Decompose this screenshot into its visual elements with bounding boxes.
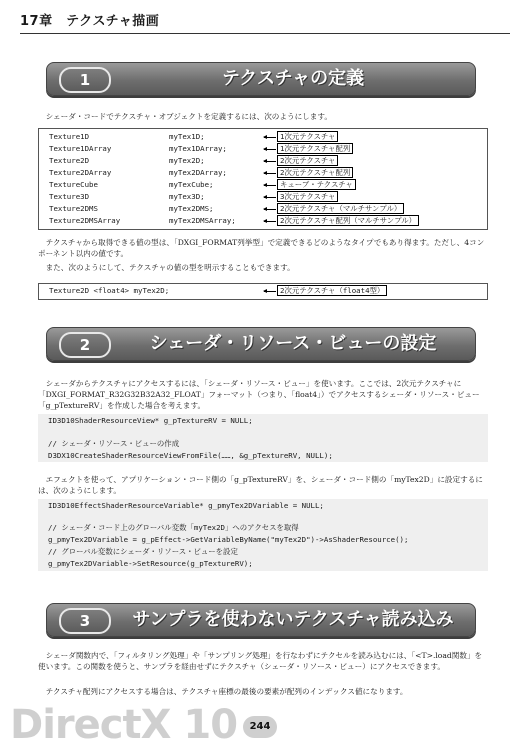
decl-name: myTex2DArray; xyxy=(169,168,227,177)
arrow-left-icon xyxy=(264,291,276,292)
section-2-number: 2 xyxy=(59,332,111,358)
arrow-left-icon xyxy=(264,149,276,150)
section-1-header xyxy=(46,62,476,96)
arrow-left-icon xyxy=(264,161,276,162)
decl-type: Texture2DArray xyxy=(49,168,112,177)
chapter-rule xyxy=(20,33,510,34)
decl-annotation: 1次元テクスチャ xyxy=(264,131,338,142)
section-2-title: シェーダ・リソース・ビューの設定 xyxy=(149,333,437,354)
code-block-create-view xyxy=(38,414,488,462)
code-line: // シェーダ・コード上のグローバル変数「myTex2D」へのアクセスを取得 xyxy=(48,523,299,532)
code-line: // グローバル変数にシェーダ・リソース・ビューを設定 xyxy=(48,547,238,556)
decl-name: myTexCube; xyxy=(169,180,214,189)
section-1-intro: シェーダ・コードでテクスチャ・オブジェクトを定義するには、次のようにします。 xyxy=(45,112,332,121)
section-1-number: 1 xyxy=(59,67,111,93)
section-1-para-3: また、次のようにして、テクスチャの値の型を明示することもできます。 xyxy=(45,263,295,272)
arrow-left-icon xyxy=(264,185,276,186)
decl-name: myTex2D; xyxy=(169,156,205,165)
section-2-para-1: シェーダからテクスチャにアクセスするには、「シェーダ・リソース・ビュー」を使います。ここでは、2次元テクスチャに「DXGI_FORMAT_R32G32B32A32_FLOAT」フォーマット（つまり、「float4」）でアクセスするシェーダ・リソース・ビュー「g_pTextureRV」を作成した場合を考えます。 xyxy=(38,379,480,410)
decl-annotation: 1次元テクスチャ配列 xyxy=(264,143,353,154)
code-line: g_pmyTex2DVariable->SetResource(g_pTextureRV); xyxy=(48,559,253,568)
decl-type: Texture3D xyxy=(49,192,90,201)
decl-type: Texture1D xyxy=(49,132,90,141)
code-line: // シェーダ・リソース・ビューの作成 xyxy=(48,439,180,448)
section-3-header xyxy=(46,603,476,637)
code-line: ID3D10EffectShaderResourceVariable* g_pmyTex2DVariable = NULL; xyxy=(48,501,324,510)
decl-type: Texture2DMSArray xyxy=(49,216,121,225)
arrow-left-icon xyxy=(264,221,276,222)
code-line: g_pmyTex2DVariable = g_pEffect->GetVariableByName("myTex2D")->AsShaderResource(); xyxy=(48,535,409,544)
decl-name: myTex1DArray; xyxy=(169,144,227,153)
example-annotation: 2次元テクスチャ（float4型） xyxy=(264,285,387,296)
directx-logo: DirectX 10 xyxy=(10,702,238,748)
decl-annotation: 2次元テクスチャ（マルチサンプル） xyxy=(264,203,404,214)
code-line: D3DX10CreateShaderResourceViewFromFile(……, &g_pTextureRV, NULL); xyxy=(48,451,333,460)
decl-annotation: 2次元テクスチャ配列 xyxy=(264,167,353,178)
section-1-title: テクスチャの定義 xyxy=(221,68,365,89)
decl-annotation: 3次元テクスチャ xyxy=(264,191,338,202)
section-3-number: 3 xyxy=(59,608,111,634)
decl-type: Texture2DMS xyxy=(49,204,98,213)
section-3-para-2: テクスチャ配列にアクセスする場合は、テクスチャ座標の最後の要素が配列のインデックス値になります。 xyxy=(45,687,408,696)
section-2-para-2: エフェクトを使って、アプリケーション・コード側の「g_pTextureRV」を、シェーダ・コード側の「myTex2D」に設定するには、次のようにします。 xyxy=(38,475,483,495)
typed-texture-example xyxy=(38,283,488,300)
code-block-set-resource xyxy=(38,499,488,571)
decl-annotation: 2次元テクスチャ xyxy=(264,155,338,166)
arrow-left-icon xyxy=(264,137,276,138)
section-3-title: サンプラを使わないテクスチャ読み込み xyxy=(132,609,454,630)
decl-type: TextureCube xyxy=(49,180,98,189)
texture-declarations-box xyxy=(38,128,488,230)
section-3-para-1: シェーダ関数内で、「フィルタリング処理」や「サンプリング処理」を行なわずにテクセルを読み込むには、「<T>.load関数」を使います。この関数を使うと、サンプラを経由せずにテクスチャ（シェーダ・リソース・ビュー）にアクセスできます。 xyxy=(38,651,483,671)
section-2-header xyxy=(46,327,476,361)
decl-name: myTex1D; xyxy=(169,132,205,141)
arrow-left-icon xyxy=(264,173,276,174)
arrow-left-icon xyxy=(264,209,276,210)
decl-type: Texture1DArray xyxy=(49,144,112,153)
decl-name: myTex3D; xyxy=(169,192,205,201)
example-code: Texture2D <float4> myTex2D; xyxy=(49,286,170,295)
decl-type: Texture2D xyxy=(49,156,90,165)
section-1-para-2: テクスチャから取得できる値の型は、「DXGI_FORMAT列挙型」で定義できるどのようなタイプでもあり得ます。ただし、4コンポーネント以内の値です。 xyxy=(38,238,485,258)
chapter-heading: 17章 テクスチャ描画 xyxy=(20,14,160,29)
decl-annotation: キューブ・テクスチャ xyxy=(264,179,356,190)
page-number: 244 xyxy=(243,716,277,738)
decl-name: myTex2DMSArray; xyxy=(169,216,236,225)
decl-name: myTex2DMS; xyxy=(169,204,214,213)
decl-annotation: 2次元テクスチャ配列（マルチサンプル） xyxy=(264,215,419,226)
arrow-left-icon xyxy=(264,197,276,198)
code-line: ID3D10ShaderResourceView* g_pTextureRV = NULL; xyxy=(48,416,253,425)
